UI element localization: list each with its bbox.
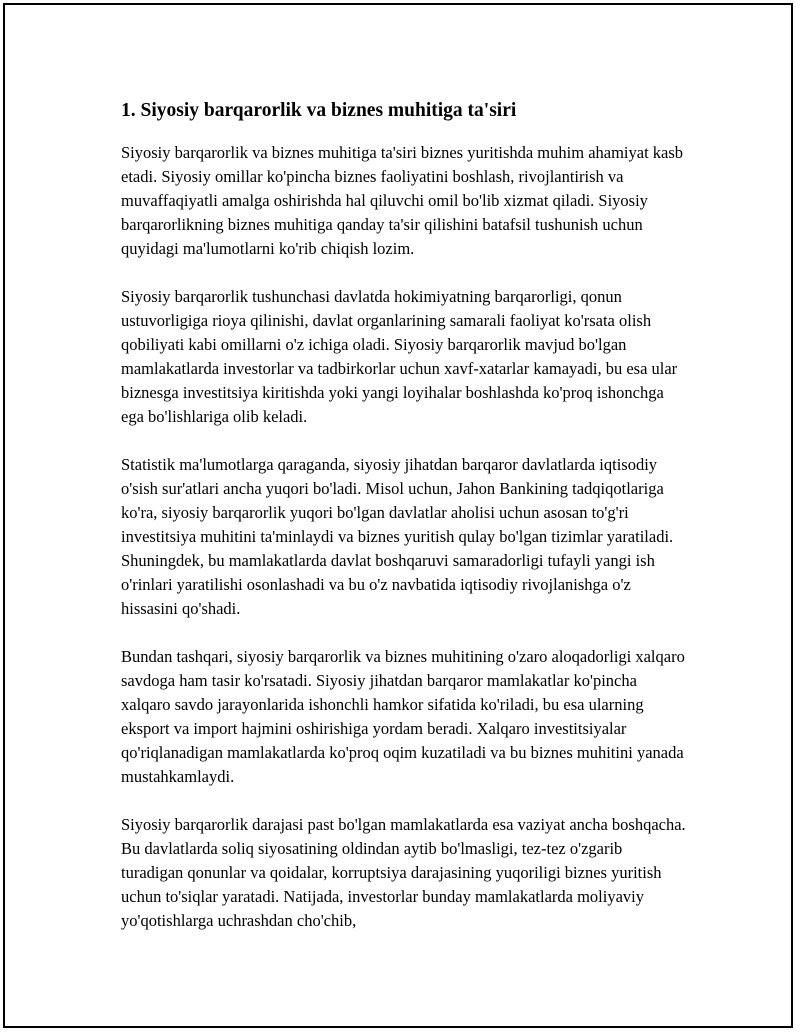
paragraph-3: Statistik ma'lumotlarga qaraganda, siyosiy jihatdan barqaror davlatlarda iqtisodiy o'sish sur'atlari ancha yuqori bo'ladi. Misol uchun, Jahon Bankining tadqiqotlariga ko'ra, siyosiy barqarorlik yuqori bo'lgan davlatlar aholisi uchun asosan to'g'ri investitsiya muhitini ta'minlaydi va biznes yuritish qulay bo'lgan tizimlar yaratiladi. Shuningdek, bu mamlakatlarda davlat boshqaruvi samaradorligi tufayli yangi ish o'rinlari yaratilishi osonlashadi va bu o'z navbatida iqtisodiy rivojlanishga o'z hissasini qo'shadi. xyxy=(121,455,674,618)
paragraph-5: Siyosiy barqarorlik darajasi past bo'lgan mamlakatlarda esa vaziyat ancha boshqacha. Bu davlatlarda soliq siyosatining oldindan aytib bo'lmasligi, tez-tez o'zgarib turadigan qonunlar va qoidalar, korruptsiya darajasining yuqoriligi biznes yuritish uchun to'siqlar yaratadi. Natijada, investorlar bunday mamlakatlarda moliyaviy yo'qotishlarga uchrashdan cho'chib, xyxy=(121,815,686,930)
paragraph-4: Bundan tashqari, siyosiy barqarorlik va biznes muhitining o'zaro aloqadorligi xalqaro savdoga ham tasir ko'rsatadi. Siyosiy jihatdan barqaror mamlakatlar ko'pincha xalqaro savdo jarayonlarida ishonchli hamkor sifatida ko'riladi, bu esa ularning eksport va import hajmini oshirishiga yordam beradi. Xalqaro investitsiyalar qo'riqlanadigan mamlakatlarda ko'proq oqim kuzatiladi va bu biznes muhitini yanada mustahkamlaydi. xyxy=(121,647,685,786)
section-heading: 1. Siyosiy barqarorlik va biznes muhitiga ta'siri xyxy=(121,100,517,121)
paragraph-2: Siyosiy barqarorlik tushunchasi davlatda hokimiyatning barqarorligi, qonun ustuvorligiga rioya qilinishi, davlat organlarining samarali faoliyat ko'rsata olish qobiliyati kabi omillarni o'z ichiga oladi. Siyosiy barqarorlik mavjud bo'lgan mamlakatlarda investorlar va tadbirkorlar uchun xavf-xatarlar kamayadi, bu esa ular biznesga investitsiya kiritishda yoki yangi loyihalar boshlashda ko'proq ishonchga ega bo'lishlariga olib keladi. xyxy=(121,287,678,426)
document-body xyxy=(121,97,687,933)
paragraph-1: Siyosiy barqarorlik va biznes muhitiga ta'siri biznes yuritishda muhim ahamiyat kasb etadi. Siyosiy omillar ko'pincha biznes faoliyatini boshlash, rivojlantirish va muvaffaqiyatli amalga oshirishda hal qiluvchi omil bo'lib xizmat qiladi. Siyosiy barqarorlikning biznes muhitiga qanday ta'sir qilishini batafsil tushunish uchun quyidagi ma'lumotlarni ko'rib chiqish lozim. xyxy=(121,143,684,258)
page-frame xyxy=(3,3,793,1028)
